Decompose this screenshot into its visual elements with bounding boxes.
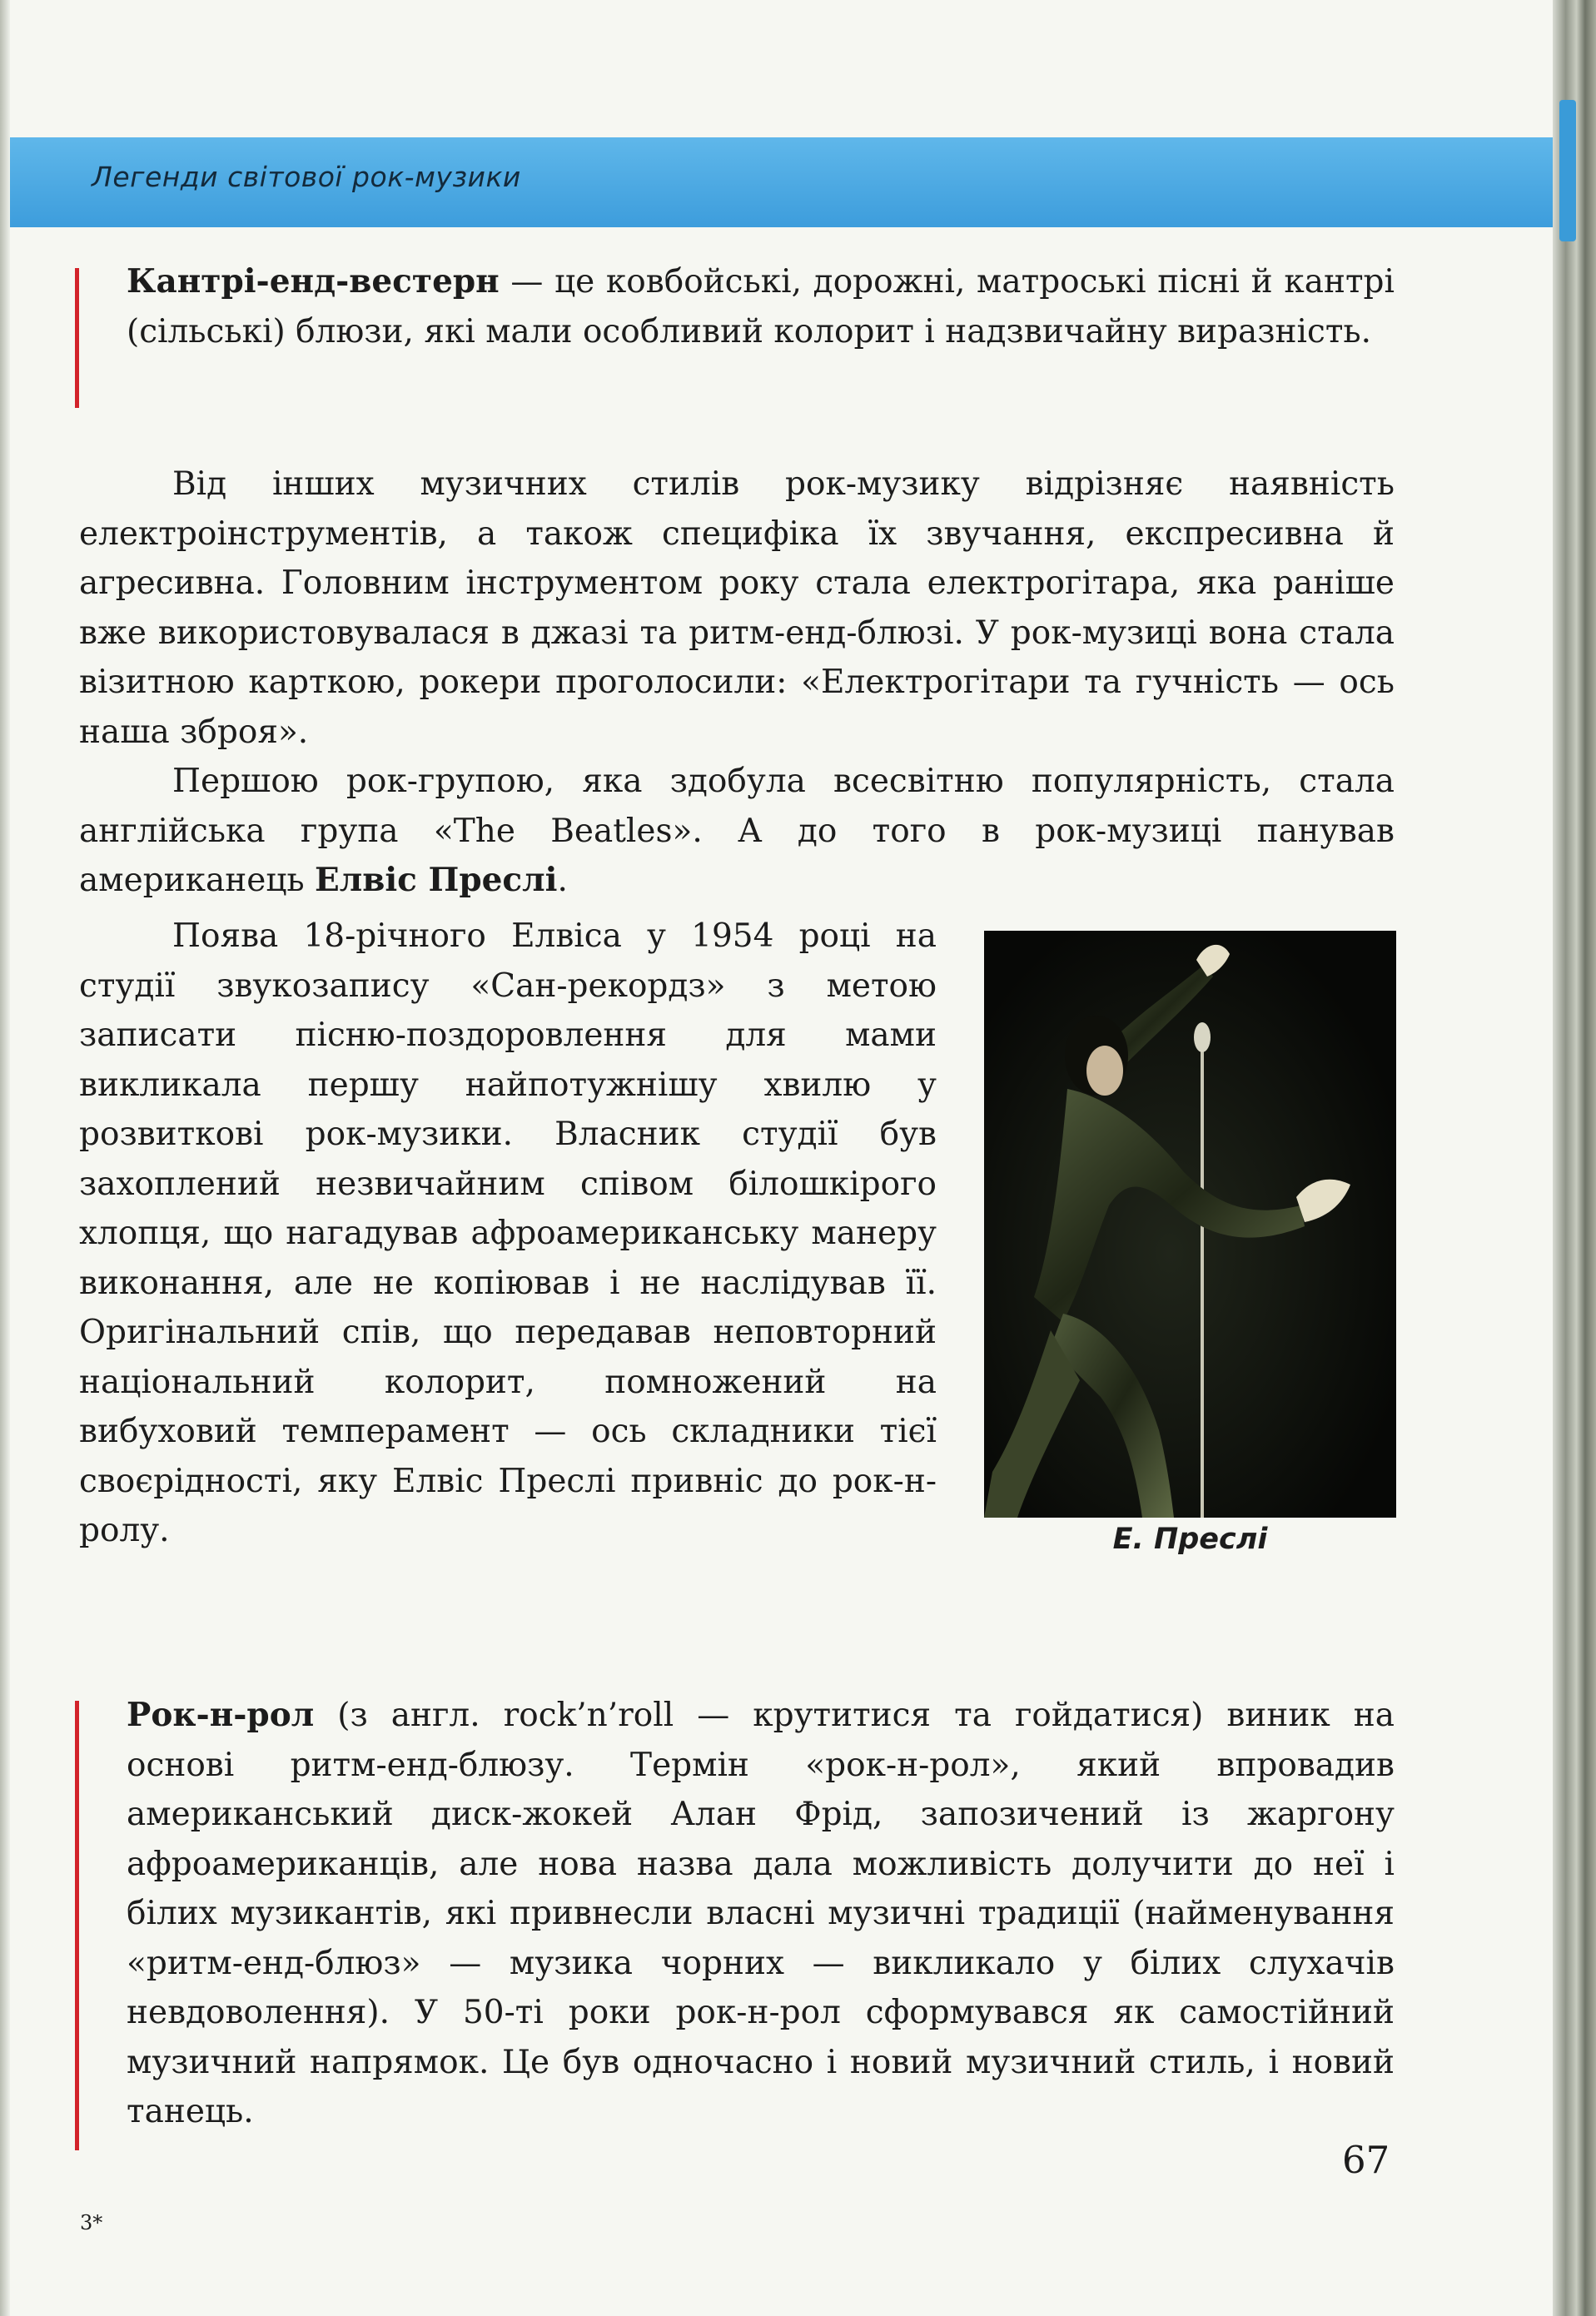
paragraph-electro-instruments: Від інших музичних стилів рок-музику відрізняє наявність електроінструментів, а також специфіка їх звучання, експресивна й агресивна. Головним інструментом року стала електрогітара, яка раніше вже використовувалася в джазі та ритм-енд-блюзі. У рок-музиці вона стала візитною карткою, рокери проголосили: «Електрогітари та гучність — ось наша зброя».	[79, 465, 1395, 751]
page-edge-tab	[1559, 100, 1576, 241]
paragraph-beatles	[79, 757, 1395, 906]
photo-caption: Е. Преслі	[1112, 1523, 1268, 1556]
definition-marker-bar	[75, 1701, 79, 2150]
paragraph-beatles-end: .	[557, 862, 568, 899]
definition-marker-bar	[75, 268, 79, 408]
chapter-title: Легенди світової рок-музики	[92, 161, 521, 193]
paragraph-beatles-text: Першою рок-групою, яка здобула всесвітню популярність, стала англійська група «The Beatles». А до того в рок-музиці панував американець	[79, 763, 1395, 899]
definition-text: (з англ. rock’n’roll — крутитися та гойдатися) виник на основі ритм-енд-блюзу. Термін «рок-н-рол», який впровадив американський диск-жокей Алан Фрід, запозичений із жаргону афроамериканців, але нова назва дала можливість долучити до неї і білих музикантів, які привнесли власні музичні традиції (найменування «ритм-енд-блюз» — музика чорних — викликало у білих слухачів невдоволення). У 50-ті роки рок-н-рол сформувався як самостійний музичний напрямок. Це був одночасно і новий музичний стиль, і новий танець.	[127, 1697, 1395, 2130]
presley-name: Елвіс Преслі	[315, 861, 558, 899]
signature-mark: 3*	[80, 2211, 103, 2234]
definition-term: Кантрі-енд-вестерн	[127, 262, 500, 301]
paragraph-presley: Поява 18-річного Елвіса у 1954 році на студії звукозапису «Сан-рекордз» з метою записати пісню-поздоровлення для мами викликала першу найпотужнішу хвилю у розвиткові рок-музики. Власник студії був захоплений незвичайним співом білошкірого хлопця, що нагадував афроамериканську манеру виконання, але не копіював і не наслідував її. Оригінальний спів, що передавав неповторний національний колорит, помножений на вибуховий темперамент — ось складники тієї своєрідності, яку Елвіс Преслі привніс до рок-н-ролу.	[79, 917, 937, 1549]
definition-rock-n-roll	[127, 1691, 1395, 2137]
definition-text: — це ковбойські, дорожні, матроські пісні й кантрі (сільські) блюзи, які мали особливий колорит і надзвичайну виразність.	[127, 263, 1395, 350]
page-number: 67	[1342, 2138, 1390, 2182]
book-page-edge	[1553, 0, 1596, 2316]
page-left-edge	[0, 0, 10, 2316]
body-text-top	[79, 460, 1395, 906]
definition-term: Рок-н-рол	[127, 1696, 315, 1734]
definition-country-western	[127, 257, 1395, 356]
body-text-presley	[79, 912, 937, 1556]
chapter-header-band	[10, 137, 1553, 227]
presley-photo	[984, 931, 1396, 1518]
